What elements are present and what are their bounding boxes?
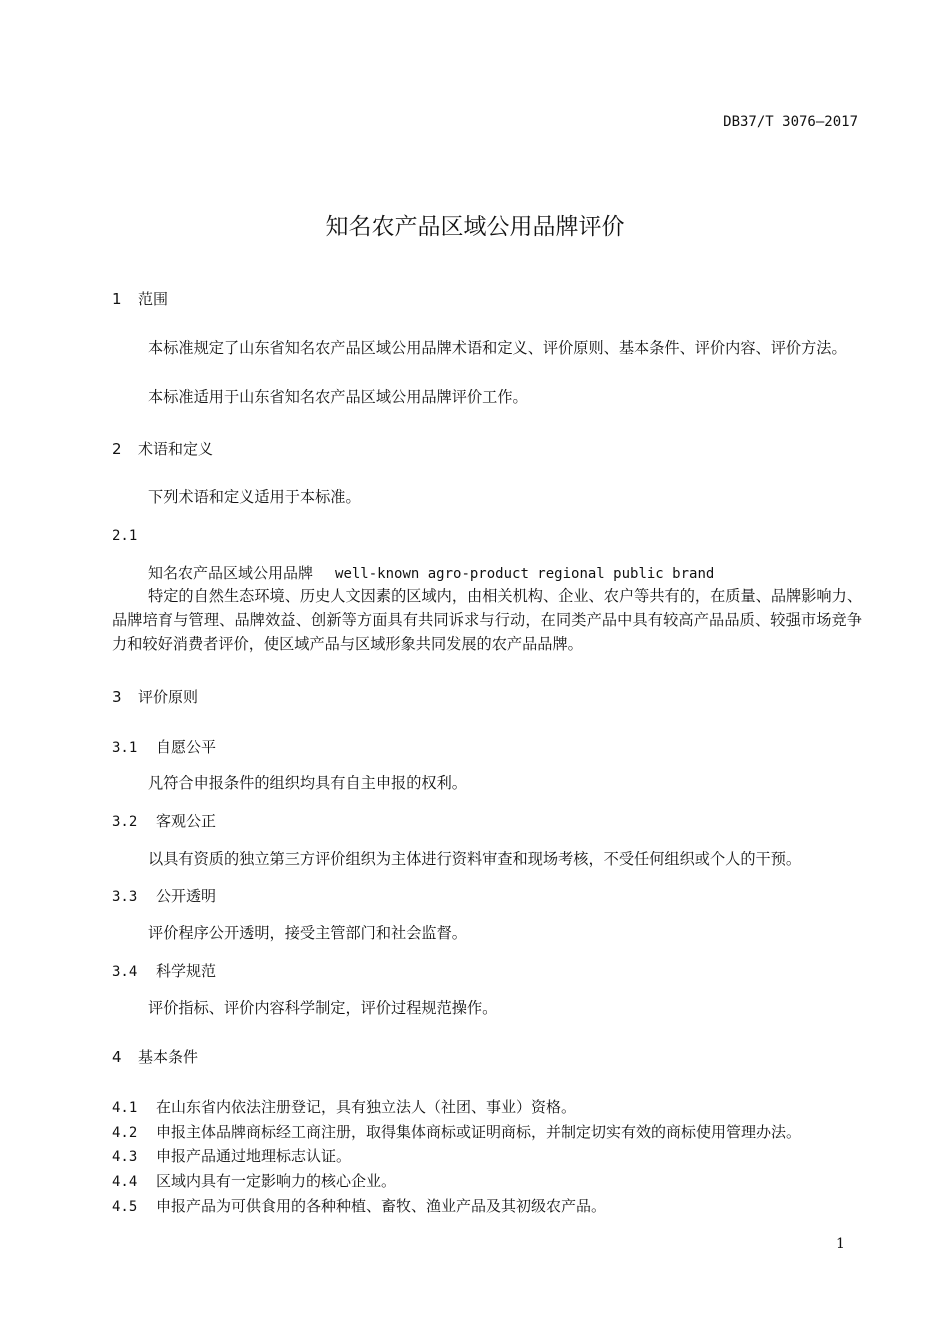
term-english: well-known agro-product regional public brand — [335, 566, 715, 582]
section-number: 2 — [112, 440, 122, 458]
term-definition: 特定的自然生态环境、历史人文因素的区域内，由相关机构、企业、农户等共有的，在质量、品牌影响力、品牌培育与管理、品牌效益、创新等方面具有共同诉求与行动，在同类产品中具有较高产品品质、较强市场竞争力和较好消费者评价，使区域产品与区域形象共同发展的农产品品牌。 — [112, 587, 862, 653]
list-item — [112, 1121, 801, 1142]
subsection-title: 客观公正 — [156, 812, 217, 830]
section-3-heading — [112, 686, 198, 707]
item-text: 申报主体品牌商标经工商注册，取得集体商标或证明商标，并制定切实有效的商标使用管理办法。 — [156, 1123, 802, 1141]
section-number: 4 — [112, 1048, 122, 1066]
section-number: 3 — [112, 688, 122, 706]
subsection-title: 公开透明 — [156, 887, 217, 905]
subsection-number: 3.4 — [112, 964, 138, 980]
subsection-number: 2.1 — [112, 528, 138, 544]
subsection-title: 自愿公平 — [156, 738, 217, 756]
subsection-3-1-heading — [112, 736, 216, 757]
section-1-paragraph-2: 本标准适用于山东省知名农产品区域公用品牌评价工作。 — [148, 388, 528, 406]
section-title: 基本条件 — [138, 1048, 199, 1066]
term-chinese: 知名农产品区域公用品牌 — [148, 564, 314, 582]
subsection-3-1-text: 凡符合申报条件的组织均具有自主申报的权利。 — [148, 774, 467, 792]
subsection-3-3-heading — [112, 885, 216, 906]
page-number: 1 — [836, 1236, 845, 1252]
section-title: 评价原则 — [138, 688, 199, 706]
item-text: 区域内具有一定影响力的核心企业。 — [156, 1172, 397, 1190]
document-code: DB37/T 3076—2017 — [723, 114, 858, 130]
subsection-number: 3.3 — [112, 889, 138, 905]
list-item — [112, 1145, 351, 1166]
subsection-3-4-text: 评价指标、评价内容科学制定，评价过程规范操作。 — [148, 999, 498, 1017]
subsection-3-2-heading — [112, 810, 216, 831]
section-2-heading — [112, 438, 213, 459]
section-1-paragraph-1: 本标准规定了山东省知名农产品区域公用品牌术语和定义、评价原则、基本条件、评价内容、评价方法。 — [148, 339, 847, 357]
item-text: 在山东省内依法注册登记，具有独立法人（社团、事业）资格。 — [156, 1098, 577, 1116]
list-item — [112, 1096, 576, 1117]
subsection-3-4-heading — [112, 960, 216, 981]
page-title: 知名农产品区域公用品牌评价 — [325, 214, 625, 240]
subsection-3-3-text: 评价程序公开透明，接受主管部门和社会监督。 — [148, 924, 467, 942]
item-number: 4.4 — [112, 1174, 138, 1190]
item-number: 4.5 — [112, 1199, 138, 1215]
subsection-number: 3.2 — [112, 814, 138, 830]
item-number: 4.2 — [112, 1125, 138, 1141]
section-title: 术语和定义 — [138, 440, 214, 458]
subsection-number: 3.1 — [112, 740, 138, 756]
subsection-2-1-number — [112, 526, 156, 544]
list-item — [112, 1195, 606, 1216]
item-number: 4.3 — [112, 1149, 138, 1165]
section-2-paragraph: 下列术语和定义适用于本标准。 — [148, 488, 361, 506]
section-1-heading — [112, 288, 168, 309]
section-title: 范围 — [138, 290, 169, 308]
section-4-heading — [112, 1046, 198, 1067]
item-number: 4.1 — [112, 1100, 138, 1116]
list-item — [112, 1170, 396, 1191]
subsection-3-2-text: 以具有资质的独立第三方评价组织为主体进行资料审查和现场考核，不受任何组织或个人的干预。 — [148, 850, 802, 868]
term-entry — [148, 562, 714, 583]
item-text: 申报产品通过地理标志认证。 — [156, 1147, 352, 1165]
subsection-title: 科学规范 — [156, 962, 217, 980]
item-text: 申报产品为可供食用的各种种植、畜牧、渔业产品及其初级农产品。 — [156, 1197, 607, 1215]
section-number: 1 — [112, 290, 122, 308]
